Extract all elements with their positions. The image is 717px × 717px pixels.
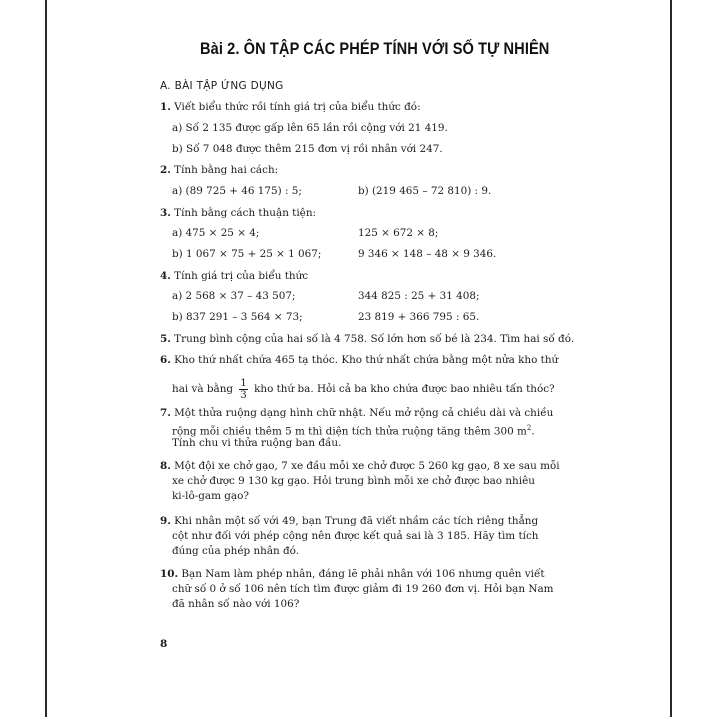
exercise-9-line3: đúng của phép nhân đó. — [172, 545, 300, 557]
exercise-number: 9. — [160, 515, 171, 527]
exercise-2-b: b) (219 465 – 72 810) : 9. — [358, 185, 492, 197]
exercise-4-b2: 23 819 + 366 795 : 65. — [358, 311, 480, 323]
exercise-3 — [160, 206, 316, 220]
exercise-8 — [160, 459, 560, 473]
exercise-8-line2: xe chở được 9 130 kg gạo. Hỏi trung bình mỗi xe chở được bao nhiêu — [172, 475, 535, 487]
text-fragment: rộng mỗi chiều thêm 5 m thì diện tích thửa ruộng tăng thêm 300 m — [172, 425, 527, 438]
exercise-text-line1: Một đội xe chở gạo, 7 xe đầu mỗi xe chở được 5 260 kg gạo, 8 xe sau mỗi — [174, 460, 560, 472]
exercise-3-a2: 125 × 672 × 8; — [358, 227, 439, 239]
exercise-10 — [160, 567, 545, 581]
exercise-text-line1: Khi nhân một số với 49, bạn Trung đã viết nhầm các tích riêng thẳng — [174, 515, 539, 527]
exercise-9 — [160, 514, 538, 528]
exercise-number: 5. — [160, 333, 171, 345]
exercise-number: 1. — [160, 101, 171, 113]
exercise-number: 4. — [160, 270, 171, 282]
exercise-7 — [160, 406, 553, 420]
exercise-7-line3: Tính chu vi thửa ruộng ban đầu. — [172, 437, 342, 449]
exercise-3-b2: 9 346 × 148 – 48 × 9 346. — [358, 248, 497, 260]
exercise-5 — [160, 332, 574, 346]
exercise-4 — [160, 269, 308, 283]
exercise-number: 2. — [160, 164, 171, 176]
text-fragment: . — [531, 425, 535, 438]
fraction-numerator: 1 — [240, 377, 247, 389]
exercise-9-line2: cột như đối với phép cộng nên được kết quả sai là 3 185. Hãy tìm tích — [172, 530, 539, 542]
exercise-text: Tính bằng cách thuận tiện: — [174, 207, 317, 219]
exercise-text: Viết biểu thức rồi tính giá trị của biểu thức đó: — [174, 101, 421, 113]
exercise-2-a: a) (89 725 + 46 175) : 5; — [172, 185, 302, 197]
exercise-text-line1: Bạn Nam làm phép nhân, đáng lẽ phải nhân với 106 nhưng quên viết — [181, 568, 545, 580]
page-number: 8 — [160, 638, 168, 650]
exercise-3-b1: b) 1 067 × 75 + 25 × 1 067; — [172, 248, 322, 260]
exercise-10-line3: đã nhân số nào với 106? — [172, 598, 300, 610]
text-fragment: hai và bằng — [172, 383, 234, 395]
exercise-1 — [160, 100, 421, 114]
exercise-text: Tính bằng hai cách: — [174, 164, 279, 176]
exercise-6-line2 — [172, 376, 555, 402]
exercise-3-a1: a) 475 × 25 × 4; — [172, 227, 260, 239]
fraction — [239, 378, 247, 401]
exercise-number: 3. — [160, 207, 171, 219]
superscript: 2 — [526, 424, 532, 432]
exercise-text: Tính giá trị của biểu thức — [174, 270, 309, 282]
fraction-denominator: 3 — [240, 389, 247, 401]
exercise-text: Trung bình cộng của hai số là 4 758. Số lớn hơn số bé là 234. Tìm hai số đó. — [174, 333, 575, 345]
exercise-number: 8. — [160, 460, 171, 472]
exercise-4-a2: 344 825 : 25 + 31 408; — [358, 290, 480, 302]
exercise-2 — [160, 163, 278, 177]
exercise-4-a1: a) 2 568 × 37 – 43 507; — [172, 290, 296, 302]
exercise-text-line1: Một thửa ruộng dạng hình chữ nhật. Nếu mở rộng cả chiều dài và chiều — [174, 407, 554, 419]
exercise-number: 6. — [160, 354, 171, 366]
section-heading: A. BÀI TẬP ỨNG DỤNG — [160, 80, 284, 92]
exercise-8-line3: ki-lô-gam gạo? — [172, 490, 249, 502]
exercise-number: 7. — [160, 407, 171, 419]
exercise-number: 10. — [160, 568, 179, 580]
page-title: Bài 2. ÔN TẬP CÁC PHÉP TÍNH VỚI SỐ TỰ NHIÊN — [200, 39, 550, 58]
text-fragment: kho thứ ba. Hỏi cả ba kho chứa được bao nhiêu tấn thóc? — [254, 383, 555, 395]
exercise-1-b: b) Số 7 048 được thêm 215 đơn vị rồi nhân với 247. — [172, 143, 443, 155]
exercise-10-line2: chữ số 0 ở số 106 nên tích tìm được giảm đi 19 260 đơn vị. Hỏi bạn Nam — [172, 583, 554, 595]
exercise-6 — [160, 353, 558, 367]
exercise-1-a: a) Số 2 135 được gấp lên 65 lần rồi cộng với 21 419. — [172, 122, 448, 134]
exercise-4-b1: b) 837 291 – 3 564 × 73; — [172, 311, 303, 323]
exercise-text-line1: Kho thứ nhất chứa 465 tạ thóc. Kho thứ nhất chứa bằng một nửa kho thứ — [174, 354, 559, 366]
